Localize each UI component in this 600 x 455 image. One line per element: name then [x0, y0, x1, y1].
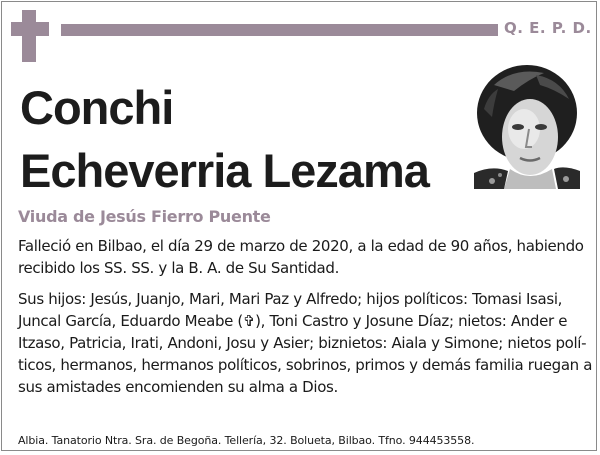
obituary-card: [1, 1, 597, 451]
latin-cross-icon-arm: [11, 22, 49, 36]
portrait-photo-drawing: [474, 65, 580, 189]
family-line: ticos, hermanos, hermanos políticos, sobrinos, primos y demás familia ruegan a: [18, 356, 593, 374]
family-paragraph: [18, 288, 593, 398]
family-line: Sus hijos: Jesús, Juanjo, Mari, Mari Paz y Alfredo; hijos políticos: Tomasi Isasi,: [18, 290, 563, 308]
family-line: Juncal García, Eduardo Meabe (✞), Toni Castro y Josune Díaz; nietos: Ander e: [18, 312, 568, 330]
family-line: Itzaso, Patricia, Irati, Andoni, Josu y Asier; biznietos: Aiala y Simone; nietos polí-: [18, 334, 587, 352]
death-announcement-paragraph: [18, 235, 584, 279]
deceased-first-name: Conchi: [20, 81, 174, 134]
latin-cross-icon: [22, 10, 36, 62]
announcement-line: recibido los SS. SS. y la B. A. de Su Santidad.: [18, 259, 339, 277]
funeral-home-address: Albia. Tanatorio Ntra. Sra. de Begoña. Tellería, 32. Bolueta, Bilbao. Tfno. 944453558.: [18, 434, 475, 447]
qepd-label: Q. E. P. D.: [504, 19, 592, 37]
header-rule: [61, 24, 498, 36]
portrait-photo: [474, 65, 580, 189]
deceased-surnames: Echeverria Lezama: [20, 144, 429, 197]
widow-line: Viuda de Jesús Fierro Puente: [18, 207, 271, 226]
family-line: sus amistades encomienden su alma a Dios.: [18, 378, 338, 396]
announcement-line: Falleció en Bilbao, el día 29 de marzo de 2020, a la edad de 90 años, habiendo: [18, 237, 584, 255]
